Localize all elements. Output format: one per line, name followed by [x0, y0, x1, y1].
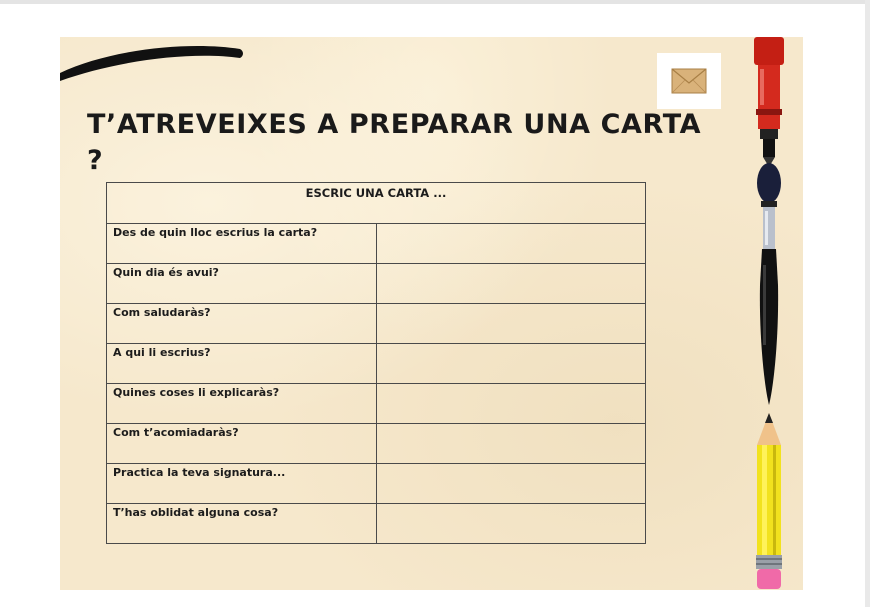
envelope-icon: [671, 68, 707, 94]
question-cell: Practica la teva signatura...: [107, 464, 377, 504]
answer-cell: [376, 384, 646, 424]
table-row: [107, 344, 646, 384]
question-cell: Quines coses li explicaràs?: [107, 384, 377, 424]
table-row: [107, 264, 646, 304]
slide: [60, 37, 803, 590]
answer-cell: [376, 224, 646, 264]
answer-cell: [376, 424, 646, 464]
question-cell: Des de quin lloc escrius la carta?: [107, 224, 377, 264]
pencil-icon: [756, 413, 782, 589]
table-header-row: [107, 183, 646, 224]
red-marker-icon: [754, 37, 784, 167]
letter-table: [106, 182, 646, 544]
table-row: [107, 384, 646, 424]
window-top-border: [0, 0, 870, 4]
answer-cell: [376, 344, 646, 384]
table-row: [107, 424, 646, 464]
question-cell: Com t’acomiadaràs?: [107, 424, 377, 464]
drawing-tools-decoration: [748, 35, 798, 595]
answer-cell: [376, 304, 646, 344]
paintbrush-icon: [757, 163, 781, 405]
table-row: [107, 224, 646, 264]
question-cell: A qui li escrius?: [107, 344, 377, 384]
answer-cell: [376, 504, 646, 544]
black-swoosh-decoration: [60, 37, 260, 97]
window-right-border: [865, 0, 870, 607]
table-row: [107, 464, 646, 504]
page-title: T’ATREVEIXES A PREPARAR UNA CARTA ?: [87, 109, 702, 176]
table-row: [107, 504, 646, 544]
question-cell: T’has oblidat alguna cosa?: [107, 504, 377, 544]
table-row: [107, 304, 646, 344]
answer-cell: [376, 264, 646, 304]
answer-cell: [376, 464, 646, 504]
question-cell: Quin dia és avui?: [107, 264, 377, 304]
envelope-thumbnail: [657, 53, 721, 109]
table-header: ESCRIC UNA CARTA ...: [107, 183, 646, 224]
question-cell: Com saludaràs?: [107, 304, 377, 344]
